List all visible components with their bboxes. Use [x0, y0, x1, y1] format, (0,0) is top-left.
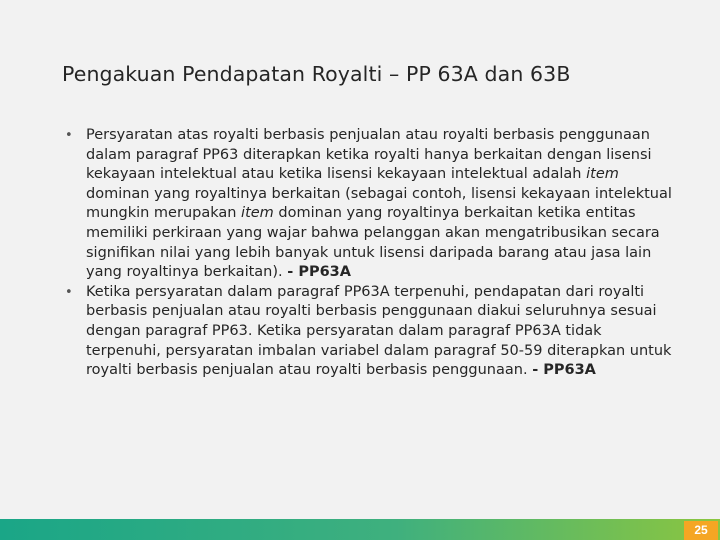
bullet-text: dominan yang royaltinya berkaitan ketika entitas memiliki perkiraan yang wajar bahwa pelanggan akan mengatribusikan secara signifikan nilai yang lebih banyak untuk lisensi daripada barang atau jasa lain yang royaltinya berkaitan).	[86, 205, 660, 281]
bullet-reference: - PP63A	[532, 362, 596, 379]
bullet-dot-icon: •	[65, 128, 73, 143]
bullet-text: dominan yang royaltinya berkaitan (sebagai contoh, lisensi kekayaan intelektual mungkin merupakan	[86, 185, 672, 222]
footer-bar	[0, 519, 720, 540]
page-number: 25	[684, 521, 718, 540]
bullet-italic-term: item	[241, 205, 274, 222]
slide-content	[62, 126, 672, 381]
bullet-item	[62, 283, 672, 381]
slide-title: Pengakuan Pendapatan Royalti – PP 63A dan 63B	[62, 62, 571, 86]
bullet-dot-icon: •	[65, 284, 73, 300]
bullet-text: Ketika persyaratan dalam paragraf PP63A terpenuhi, pendapatan dari royalti berbasis penjualan atau royalti berbasis penggunaan diakui seluruhnya sesuai dengan paragraf PP63. Ketika persyaratan dalam paragraf PP63A tidak terpenuhi, persyaratan imbalan variabel dalam paragraf 50-59 diterapkan untuk royalti berbasis penjualan atau royalti berbasis penggunaan.	[86, 283, 672, 379]
bullet-italic-term: item	[586, 166, 619, 183]
bullet-reference: - PP63A	[287, 264, 351, 281]
bullet-text: Persyaratan atas royalti berbasis penjualan atau royalti berbasis penggunaan dalam paragraf PP63 diterapkan ketika royalti hanya berkaitan dengan lisensi kekayaan intelektual atau ketika lisensi kekayaan intelektual adalah	[86, 127, 652, 183]
bullet-item	[62, 126, 672, 283]
